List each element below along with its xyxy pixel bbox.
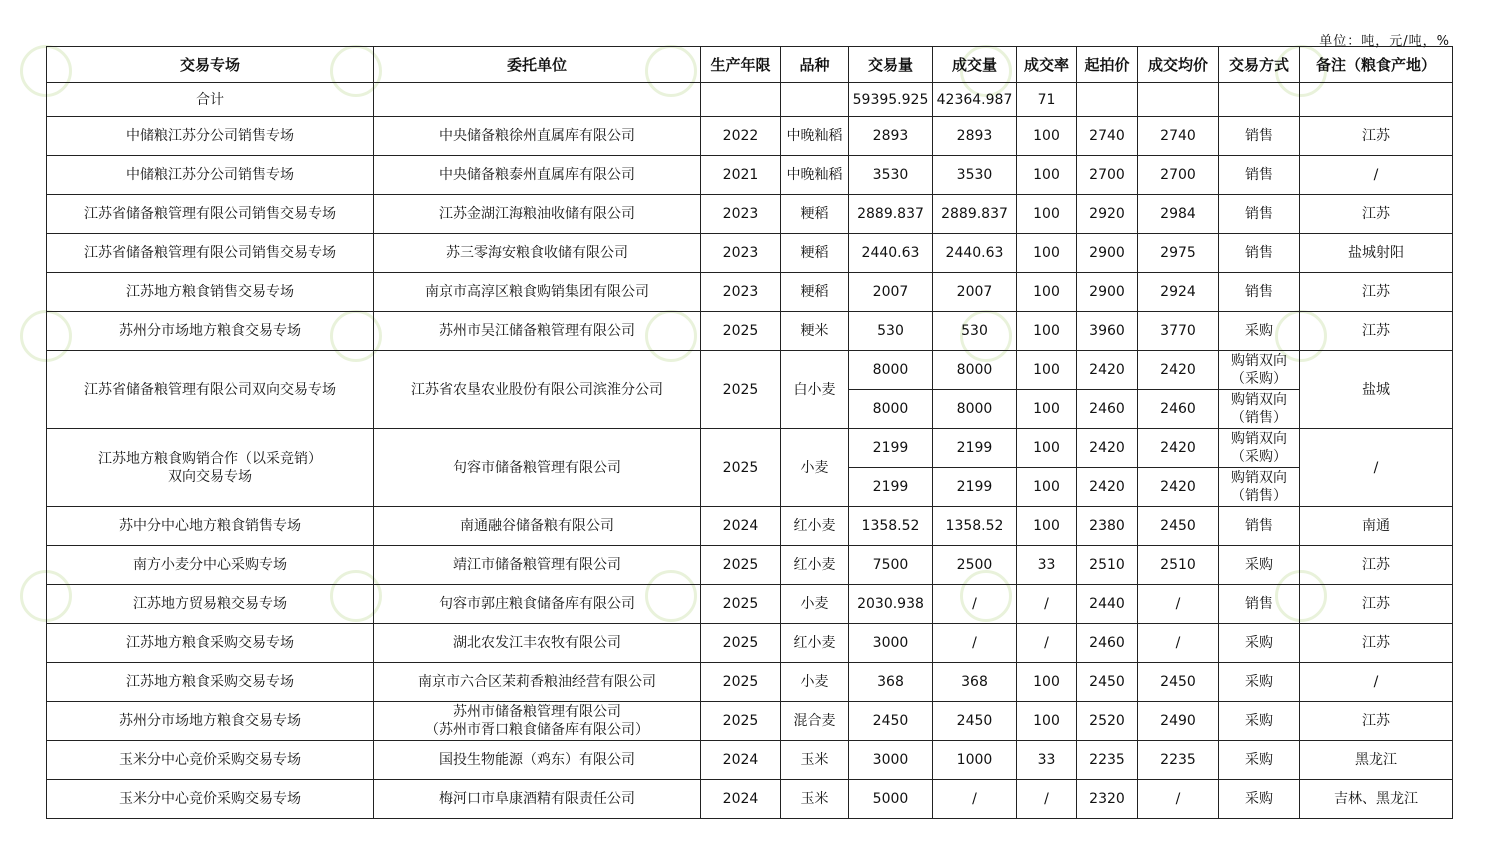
cell-entrust: 南通融谷储备粮有限公司 (374, 507, 701, 546)
cell-mode: 购销双向 （销售） (1219, 468, 1300, 507)
cell-year: 2025 (701, 546, 781, 585)
total-rate: 71 (1017, 83, 1077, 117)
cell-volume: 2450 (849, 702, 933, 741)
col-header-market: 交易专场 (47, 47, 374, 83)
table-row (47, 351, 1453, 390)
cell-mode: 采购 (1219, 312, 1300, 351)
col-header-year: 生产年限 (701, 47, 781, 83)
table-row (47, 663, 1453, 702)
cell-volume: 3000 (849, 741, 933, 780)
cell-start: 2420 (1077, 468, 1138, 507)
cell-rate: 33 (1017, 741, 1077, 780)
cell-origin: 江苏 (1300, 585, 1453, 624)
cell-deal: 2199 (933, 429, 1017, 468)
cell-mode: 销售 (1219, 234, 1300, 273)
cell-market: 江苏地方粮食购销合作（以采竞销） 双向交易专场 (47, 429, 374, 507)
cell-volume: 2030.938 (849, 585, 933, 624)
cell-volume: 7500 (849, 546, 933, 585)
cell-mode: 采购 (1219, 702, 1300, 741)
cell-start: 2520 (1077, 702, 1138, 741)
col-header-start-price: 起拍价 (1077, 47, 1138, 83)
cell-avg: 2975 (1138, 234, 1219, 273)
cell-origin: / (1300, 663, 1453, 702)
cell-rate: 100 (1017, 234, 1077, 273)
cell-market: 江苏地方粮食采购交易专场 (47, 624, 374, 663)
cell-volume: 8000 (849, 390, 933, 429)
cell-entrust: 句容市郭庄粮食储备库有限公司 (374, 585, 701, 624)
cell-variety: 小麦 (781, 663, 849, 702)
cell-start: 2420 (1077, 351, 1138, 390)
col-header-volume: 交易量 (849, 47, 933, 83)
cell-entrust: 南京市六合区茉莉香粮油经营有限公司 (374, 663, 701, 702)
cell-volume: 2007 (849, 273, 933, 312)
cell-rate: / (1017, 780, 1077, 819)
cell-entrust: 梅河口市阜康酒精有限责任公司 (374, 780, 701, 819)
cell-market: 南方小麦分中心采购专场 (47, 546, 374, 585)
cell-rate: 100 (1017, 273, 1077, 312)
cell-origin: / (1300, 156, 1453, 195)
cell-entrust: 靖江市储备粮管理有限公司 (374, 546, 701, 585)
cell-rate: 100 (1017, 663, 1077, 702)
cell-mode: 销售 (1219, 507, 1300, 546)
table-row (47, 624, 1453, 663)
cell-start: 2920 (1077, 195, 1138, 234)
unit-note: 单位：吨，元/吨，% (1319, 34, 1450, 49)
cell-volume: 2889.837 (849, 195, 933, 234)
cell-rate: 100 (1017, 468, 1077, 507)
total-deal: 42364.987 (933, 83, 1017, 117)
cell-volume: 3530 (849, 156, 933, 195)
cell-avg: 2924 (1138, 273, 1219, 312)
cell-mode: 购销双向 （采购） (1219, 429, 1300, 468)
cell-avg: / (1138, 585, 1219, 624)
cell-start: 2320 (1077, 780, 1138, 819)
table-row (47, 429, 1453, 468)
cell-variety: 粳稻 (781, 195, 849, 234)
cell-rate: 33 (1017, 546, 1077, 585)
cell-market: 江苏地方贸易粮交易专场 (47, 585, 374, 624)
cell-origin: 吉林、黑龙江 (1300, 780, 1453, 819)
cell-market: 江苏省储备粮管理有限公司销售交易专场 (47, 195, 374, 234)
col-header-origin: 备注（粮食产地） (1300, 47, 1453, 83)
cell-entrust: 中央储备粮泰州直属库有限公司 (374, 156, 701, 195)
cell-year: 2023 (701, 195, 781, 234)
cell-year: 2025 (701, 585, 781, 624)
trading-results-table (46, 46, 1453, 819)
cell-variety: 红小麦 (781, 624, 849, 663)
cell-year: 2025 (701, 624, 781, 663)
cell-avg: / (1138, 780, 1219, 819)
cell-origin: 盐城射阳 (1300, 234, 1453, 273)
cell-variety: 小麦 (781, 585, 849, 624)
cell-rate: / (1017, 624, 1077, 663)
cell-market: 苏州分市场地方粮食交易专场 (47, 312, 374, 351)
cell-avg: 2984 (1138, 195, 1219, 234)
cell-deal: 530 (933, 312, 1017, 351)
total-volume: 59395.925 (849, 83, 933, 117)
cell-year: 2025 (701, 351, 781, 429)
cell-mode: 销售 (1219, 117, 1300, 156)
table-row (47, 702, 1453, 741)
cell-year: 2022 (701, 117, 781, 156)
cell-avg: 2450 (1138, 507, 1219, 546)
cell-volume: 5000 (849, 780, 933, 819)
cell-market: 中储粮江苏分公司销售专场 (47, 117, 374, 156)
cell-mode: 采购 (1219, 624, 1300, 663)
cell-origin: 盐城 (1300, 351, 1453, 429)
table-row (47, 585, 1453, 624)
cell-mode: 销售 (1219, 273, 1300, 312)
cell-deal: 2007 (933, 273, 1017, 312)
cell-variety: 玉米 (781, 741, 849, 780)
cell-mode: 销售 (1219, 156, 1300, 195)
cell-variety: 红小麦 (781, 546, 849, 585)
cell-entrust: 苏州市吴江储备粮管理有限公司 (374, 312, 701, 351)
cell-market: 江苏地方粮食采购交易专场 (47, 663, 374, 702)
table-row (47, 546, 1453, 585)
cell-rate: 100 (1017, 702, 1077, 741)
cell-variety: 混合麦 (781, 702, 849, 741)
cell-start: 2900 (1077, 273, 1138, 312)
col-header-entrust: 委托单位 (374, 47, 701, 83)
cell-origin: 江苏 (1300, 624, 1453, 663)
cell-market: 中储粮江苏分公司销售专场 (47, 156, 374, 195)
cell-start: 2440 (1077, 585, 1138, 624)
cell-year: 2021 (701, 156, 781, 195)
cell-variety: 中晚籼稻 (781, 117, 849, 156)
cell-rate: 100 (1017, 195, 1077, 234)
cell-deal: / (933, 780, 1017, 819)
table-row (47, 507, 1453, 546)
cell-variety: 玉米 (781, 780, 849, 819)
cell-variety: 粳稻 (781, 273, 849, 312)
cell-volume: 530 (849, 312, 933, 351)
cell-deal: 8000 (933, 351, 1017, 390)
cell-mode: 采购 (1219, 741, 1300, 780)
cell-deal: 2199 (933, 468, 1017, 507)
cell-deal: 2440.63 (933, 234, 1017, 273)
cell-origin: 南通 (1300, 507, 1453, 546)
cell-origin: 江苏 (1300, 117, 1453, 156)
cell-market: 玉米分中心竞价采购交易专场 (47, 780, 374, 819)
cell-mode: 采购 (1219, 780, 1300, 819)
cell-volume: 1358.52 (849, 507, 933, 546)
cell-variety: 小麦 (781, 429, 849, 507)
cell-start: 2420 (1077, 429, 1138, 468)
table-row (47, 195, 1453, 234)
cell-origin: 江苏 (1300, 273, 1453, 312)
cell-avg: 2700 (1138, 156, 1219, 195)
cell-volume: 3000 (849, 624, 933, 663)
cell-deal: / (933, 585, 1017, 624)
cell-start: 2900 (1077, 234, 1138, 273)
cell-year: 2024 (701, 780, 781, 819)
cell-deal: 3530 (933, 156, 1017, 195)
cell-avg: 2490 (1138, 702, 1219, 741)
cell-mode: 销售 (1219, 195, 1300, 234)
cell-variety: 白小麦 (781, 351, 849, 429)
cell-year: 2025 (701, 429, 781, 507)
cell-market: 江苏地方粮食销售交易专场 (47, 273, 374, 312)
cell-deal: 2893 (933, 117, 1017, 156)
cell-year: 2025 (701, 702, 781, 741)
cell-start: 2380 (1077, 507, 1138, 546)
cell-entrust: 江苏省农垦农业股份有限公司滨淮分公司 (374, 351, 701, 429)
total-label: 合计 (47, 83, 374, 117)
cell-rate: 100 (1017, 507, 1077, 546)
cell-avg: 2420 (1138, 351, 1219, 390)
cell-deal: 1000 (933, 741, 1017, 780)
cell-market: 江苏省储备粮管理有限公司双向交易专场 (47, 351, 374, 429)
cell-origin: 江苏 (1300, 312, 1453, 351)
cell-deal: 2500 (933, 546, 1017, 585)
cell-rate: 100 (1017, 117, 1077, 156)
cell-start: 3960 (1077, 312, 1138, 351)
cell-market: 苏中分中心地方粮食销售专场 (47, 507, 374, 546)
col-header-avg-price: 成交均价 (1138, 47, 1219, 83)
cell-rate: 100 (1017, 351, 1077, 390)
cell-start: 2460 (1077, 624, 1138, 663)
cell-origin: / (1300, 429, 1453, 507)
cell-avg: 2420 (1138, 429, 1219, 468)
cell-start: 2700 (1077, 156, 1138, 195)
cell-origin: 江苏 (1300, 702, 1453, 741)
cell-deal: 8000 (933, 390, 1017, 429)
cell-avg: 2450 (1138, 663, 1219, 702)
cell-entrust: 苏州市储备粮管理有限公司 （苏州市胥口粮食储备库有限公司） (374, 702, 701, 741)
header-row (47, 47, 1453, 83)
cell-start: 2460 (1077, 390, 1138, 429)
cell-origin: 江苏 (1300, 195, 1453, 234)
total-row (47, 83, 1453, 117)
table-row (47, 156, 1453, 195)
cell-entrust: 南京市高淳区粮食购销集团有限公司 (374, 273, 701, 312)
cell-origin: 黑龙江 (1300, 741, 1453, 780)
cell-avg: 3770 (1138, 312, 1219, 351)
cell-avg: 2510 (1138, 546, 1219, 585)
cell-entrust: 苏三零海安粮食收储有限公司 (374, 234, 701, 273)
cell-start: 2450 (1077, 663, 1138, 702)
cell-variety: 红小麦 (781, 507, 849, 546)
cell-entrust: 湖北农发江丰农牧有限公司 (374, 624, 701, 663)
cell-deal: 2450 (933, 702, 1017, 741)
table-row (47, 741, 1453, 780)
cell-variety: 粳稻 (781, 234, 849, 273)
table-row (47, 234, 1453, 273)
cell-rate: 100 (1017, 429, 1077, 468)
col-header-deal: 成交量 (933, 47, 1017, 83)
cell-rate: 100 (1017, 390, 1077, 429)
cell-origin: 江苏 (1300, 546, 1453, 585)
cell-start: 2235 (1077, 741, 1138, 780)
cell-volume: 2440.63 (849, 234, 933, 273)
cell-year: 2024 (701, 741, 781, 780)
cell-year: 2025 (701, 663, 781, 702)
cell-deal: 2889.837 (933, 195, 1017, 234)
cell-year: 2025 (701, 312, 781, 351)
cell-mode: 购销双向 （销售） (1219, 390, 1300, 429)
cell-avg: / (1138, 624, 1219, 663)
cell-entrust: 句容市储备粮管理有限公司 (374, 429, 701, 507)
col-header-mode: 交易方式 (1219, 47, 1300, 83)
cell-avg: 2460 (1138, 390, 1219, 429)
table-row (47, 117, 1453, 156)
cell-start: 2510 (1077, 546, 1138, 585)
cell-mode: 采购 (1219, 546, 1300, 585)
cell-entrust: 国投生物能源（鸡东）有限公司 (374, 741, 701, 780)
cell-volume: 368 (849, 663, 933, 702)
cell-year: 2024 (701, 507, 781, 546)
cell-mode: 销售 (1219, 585, 1300, 624)
cell-market: 苏州分市场地方粮食交易专场 (47, 702, 374, 741)
cell-avg: 2420 (1138, 468, 1219, 507)
col-header-variety: 品种 (781, 47, 849, 83)
cell-variety: 中晚籼稻 (781, 156, 849, 195)
cell-entrust: 江苏金湖江海粮油收储有限公司 (374, 195, 701, 234)
table-row (47, 312, 1453, 351)
cell-mode: 购销双向 （采购） (1219, 351, 1300, 390)
cell-start: 2740 (1077, 117, 1138, 156)
cell-market: 江苏省储备粮管理有限公司销售交易专场 (47, 234, 374, 273)
cell-year: 2023 (701, 273, 781, 312)
cell-deal: 1358.52 (933, 507, 1017, 546)
cell-avg: 2740 (1138, 117, 1219, 156)
cell-entrust: 中央储备粮徐州直属库有限公司 (374, 117, 701, 156)
table-row (47, 780, 1453, 819)
cell-rate: 100 (1017, 312, 1077, 351)
cell-variety: 粳米 (781, 312, 849, 351)
cell-deal: 368 (933, 663, 1017, 702)
col-header-rate: 成交率 (1017, 47, 1077, 83)
cell-year: 2023 (701, 234, 781, 273)
cell-rate: / (1017, 585, 1077, 624)
cell-deal: / (933, 624, 1017, 663)
cell-volume: 8000 (849, 351, 933, 390)
cell-volume: 2199 (849, 429, 933, 468)
table-row (47, 273, 1453, 312)
cell-avg: 2235 (1138, 741, 1219, 780)
cell-volume: 2199 (849, 468, 933, 507)
cell-rate: 100 (1017, 156, 1077, 195)
cell-volume: 2893 (849, 117, 933, 156)
cell-mode: 采购 (1219, 663, 1300, 702)
cell-market: 玉米分中心竞价采购交易专场 (47, 741, 374, 780)
